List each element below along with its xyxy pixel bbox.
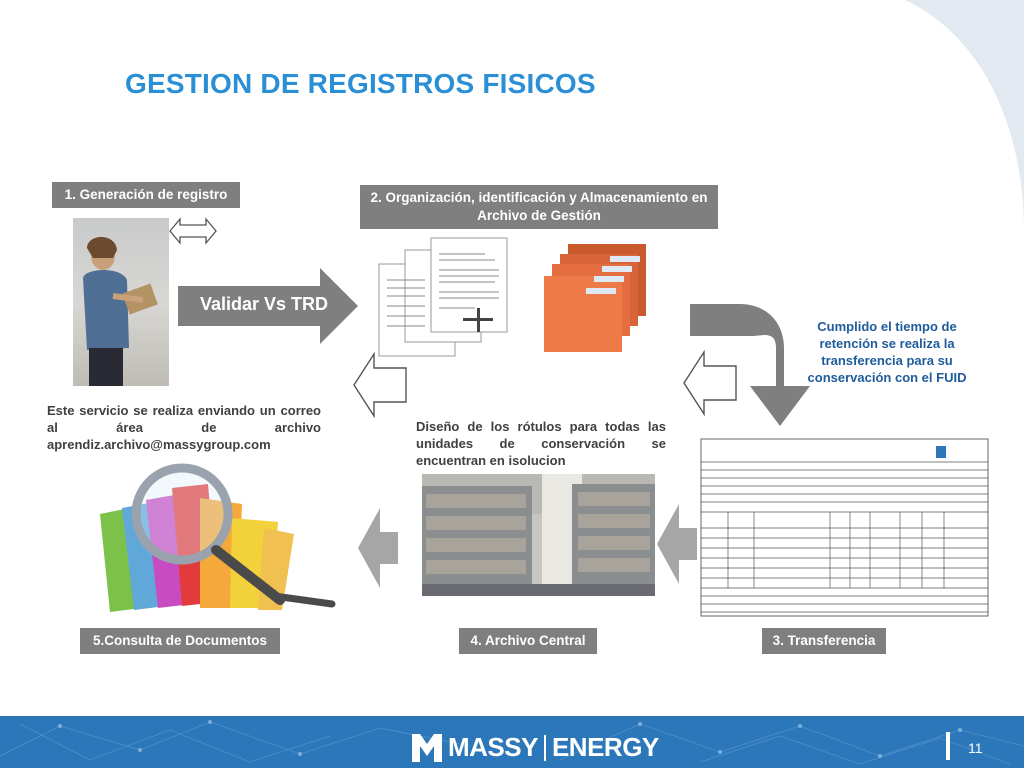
- archive-shelves-photo: [422, 474, 655, 596]
- page-number-separator: [946, 732, 950, 760]
- massy-energy-logo: [412, 732, 659, 763]
- left-arrow-outline-1: [352, 352, 408, 418]
- hanging-folders-illustration: [540, 240, 648, 358]
- documents-illustration: [375, 236, 515, 358]
- page-number: 11: [968, 740, 983, 756]
- servicio-text: Este servicio se realiza enviando un correo al área de archivo aprendiz.archivo@massygroup.com: [47, 403, 321, 452]
- step1-label: 1. Generación de registro: [52, 182, 240, 208]
- step5-label: 5.Consulta de Documentos: [80, 628, 280, 654]
- step3-label: 3. Transferencia: [762, 628, 886, 654]
- validar-label: Validar Vs TRD: [200, 294, 329, 314]
- woman-with-clipboard-photo: [73, 218, 169, 386]
- massy-logo-mark-icon: [412, 734, 442, 762]
- logo-divider: [544, 735, 546, 761]
- step4-label: 4. Archivo Central: [459, 628, 597, 654]
- logo-text-massy: MASSY: [448, 732, 538, 762]
- step2-label: 2. Organización, identificación y Almacenamiento en Archivo de Gestión: [360, 185, 718, 229]
- retention-text: Cumplido el tiempo de retención se realiza la transferencia para su conservación con el FUID: [807, 319, 967, 385]
- left-arrow-outline-2: [682, 350, 738, 416]
- page-title: GESTION DE REGISTROS FISICOS: [125, 68, 596, 99]
- left-arrow-solid-2: [657, 504, 699, 584]
- fuid-form-illustration: [700, 438, 990, 618]
- folders-magnifier-illustration: [82, 458, 344, 618]
- left-arrow-solid-1: [358, 508, 400, 588]
- rotulos-text: Diseño de los rótulos para todas las unidades de conservación se encuentran en isolucion: [416, 419, 666, 468]
- logo-text-energy: ENERGY: [551, 732, 659, 762]
- double-arrow-icon: [168, 216, 218, 246]
